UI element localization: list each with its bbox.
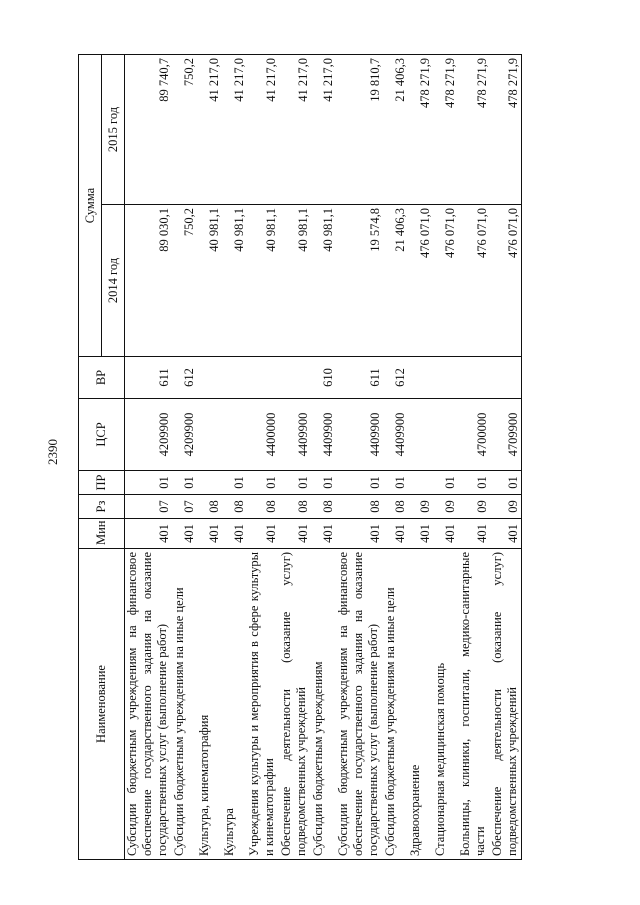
row-2015: 478 271,9	[458, 55, 490, 205]
row-2015: 478 271,9	[433, 55, 458, 205]
row-pr: 01	[125, 471, 172, 495]
row-vr: 610	[311, 357, 336, 399]
row-2014: 19 574,8	[336, 205, 383, 357]
row-2014: 21 406,3	[383, 205, 408, 357]
row-rz: 07	[172, 495, 197, 519]
row-2014: 750,2	[172, 205, 197, 357]
row-2015: 41 217,0	[197, 55, 222, 205]
header-min: Мин	[79, 519, 125, 549]
table-row	[172, 55, 197, 860]
row-2015: 41 217,0	[311, 55, 336, 205]
row-rz: 09	[408, 495, 433, 519]
rotated-budget-table	[78, 55, 558, 860]
row-vr: 611	[125, 357, 172, 399]
row-2014: 40 981,1	[247, 205, 279, 357]
row-name: Стационарная медицинская помощь	[433, 549, 458, 860]
row-rz: 08	[247, 495, 279, 519]
row-2014: 476 071,0	[408, 205, 433, 357]
header-pr: ПР	[79, 471, 125, 495]
table-row	[383, 55, 408, 860]
row-vr	[247, 357, 279, 399]
row-pr: 01	[336, 471, 383, 495]
row-pr: 01	[247, 471, 279, 495]
row-2015: 19 810,7	[336, 55, 383, 205]
row-2014: 89 030,1	[125, 205, 172, 357]
row-vr: 612	[383, 357, 408, 399]
row-name: Субсидии бюджетным учреждениям на иные цели	[172, 549, 197, 860]
table-row	[458, 55, 490, 860]
row-vr	[433, 357, 458, 399]
row-csr	[433, 399, 458, 471]
row-min: 401	[458, 519, 490, 549]
row-csr: 4709900	[490, 399, 522, 471]
row-csr: 4400000	[247, 399, 279, 471]
header-vr: ВР	[79, 357, 125, 399]
header-2014: 2014 год	[102, 205, 125, 357]
row-2015: 750,2	[172, 55, 197, 205]
row-2015: 478 271,9	[408, 55, 433, 205]
row-rz: 08	[197, 495, 222, 519]
row-min: 401	[490, 519, 522, 549]
row-pr	[197, 471, 222, 495]
table-row	[197, 55, 222, 860]
row-min: 401	[383, 519, 408, 549]
row-vr	[222, 357, 247, 399]
row-csr: 4209900	[125, 399, 172, 471]
row-2015: 41 217,0	[279, 55, 311, 205]
table-row	[336, 55, 383, 860]
table-row	[490, 55, 522, 860]
row-min: 401	[336, 519, 383, 549]
row-pr: 01	[172, 471, 197, 495]
header-name: Наименование	[79, 549, 125, 860]
row-pr: 01	[279, 471, 311, 495]
row-csr: 4409900	[336, 399, 383, 471]
row-min: 401	[125, 519, 172, 549]
row-2015: 478 271,9	[490, 55, 522, 205]
row-rz: 07	[125, 495, 172, 519]
row-min: 401	[197, 519, 222, 549]
row-2014: 476 071,0	[433, 205, 458, 357]
budget-table	[78, 54, 522, 860]
row-rz: 08	[311, 495, 336, 519]
row-pr: 01	[490, 471, 522, 495]
row-rz: 08	[279, 495, 311, 519]
row-csr	[408, 399, 433, 471]
row-2015: 41 217,0	[222, 55, 247, 205]
table-row	[311, 55, 336, 860]
table-row	[433, 55, 458, 860]
table-row	[247, 55, 279, 860]
row-2014: 40 981,1	[222, 205, 247, 357]
row-pr: 01	[458, 471, 490, 495]
row-min: 401	[408, 519, 433, 549]
row-2014: 40 981,1	[279, 205, 311, 357]
row-name: Культура, кинематография	[197, 549, 222, 860]
row-2015: 21 406,3	[383, 55, 408, 205]
row-rz: 09	[433, 495, 458, 519]
row-name: Учреждения культуры и мероприятия в сфере культуры и кинематографии	[247, 549, 279, 860]
row-csr	[222, 399, 247, 471]
row-vr	[279, 357, 311, 399]
row-pr	[408, 471, 433, 495]
row-vr	[490, 357, 522, 399]
row-pr: 01	[433, 471, 458, 495]
row-vr: 611	[336, 357, 383, 399]
row-name: Здравоохранение	[408, 549, 433, 860]
row-min: 401	[311, 519, 336, 549]
row-min: 401	[222, 519, 247, 549]
row-rz: 08	[383, 495, 408, 519]
row-pr: 01	[311, 471, 336, 495]
row-vr: 612	[172, 357, 197, 399]
row-pr: 01	[383, 471, 408, 495]
row-csr: 4409900	[383, 399, 408, 471]
row-2014: 40 981,1	[197, 205, 222, 357]
row-csr	[197, 399, 222, 471]
row-rz: 08	[222, 495, 247, 519]
row-2014: 476 071,0	[490, 205, 522, 357]
row-2015: 41 217,0	[247, 55, 279, 205]
row-rz: 09	[490, 495, 522, 519]
table-row	[408, 55, 433, 860]
row-vr	[458, 357, 490, 399]
row-min: 401	[172, 519, 197, 549]
header-rz: Рз	[79, 495, 125, 519]
row-pr: 01	[222, 471, 247, 495]
table-row	[279, 55, 311, 860]
header-csr: ЦСР	[79, 399, 125, 471]
row-2014: 476 071,0	[458, 205, 490, 357]
row-vr	[197, 357, 222, 399]
row-name: Субсидии бюджетным учреждениям	[311, 549, 336, 860]
table-row	[222, 55, 247, 860]
row-rz: 09	[458, 495, 490, 519]
row-min: 401	[279, 519, 311, 549]
row-2014: 40 981,1	[311, 205, 336, 357]
row-name: Культура	[222, 549, 247, 860]
row-csr: 4409900	[311, 399, 336, 471]
row-name: Субсидии бюджетным учреждениям на финансовое обеспечение государственного задания на оказание государственных услуг (выполнение работ)	[336, 549, 383, 860]
row-name: Обеспечение деятельности (оказание услуг) подведомственных учреждений	[490, 549, 522, 860]
row-csr: 4409900	[279, 399, 311, 471]
table-row	[125, 55, 172, 860]
row-min: 401	[247, 519, 279, 549]
row-name: Обеспечение деятельности (оказание услуг) подведомственных учреждений	[279, 549, 311, 860]
row-min: 401	[433, 519, 458, 549]
row-vr	[408, 357, 433, 399]
row-2015: 89 740,7	[125, 55, 172, 205]
row-csr: 4700000	[458, 399, 490, 471]
row-name: Больницы, клиники, госпитали, медико-санитарные части	[458, 549, 490, 860]
row-rz: 08	[336, 495, 383, 519]
header-sum: Сумма	[79, 55, 102, 357]
row-csr: 4209900	[172, 399, 197, 471]
header-2015: 2015 год	[102, 55, 125, 205]
row-name: Субсидии бюджетным учреждениям на финансовое обеспечение государственного задания на оказание государственных услуг (выполнение работ)	[125, 549, 172, 860]
page-number: 2390	[45, 439, 60, 465]
row-name: Субсидии бюджетным учреждениям на иные цели	[383, 549, 408, 860]
